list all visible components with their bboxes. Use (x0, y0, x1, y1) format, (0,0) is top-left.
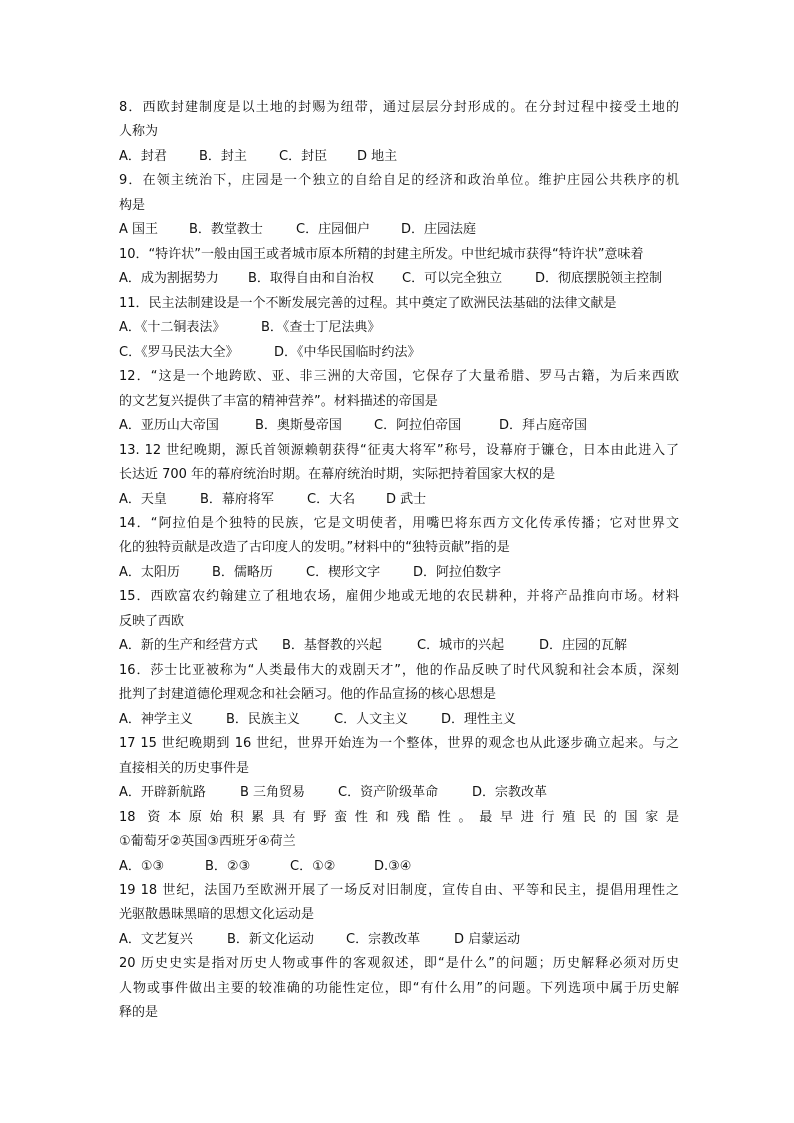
answer-option[interactable]: D．彻底摆脱领主控制 (535, 271, 663, 287)
answer-option[interactable]: C．宗教改革 (346, 931, 421, 947)
question-stem-line: 14．“阿拉伯是个独特的民族，它是文明使者，用嘴巴将东西方文化传承传播；它对世界文 (119, 515, 679, 531)
answer-option[interactable]: D．拜占庭帝国 (499, 418, 588, 434)
answer-option[interactable]: A．太阳历 (119, 564, 180, 580)
answer-option[interactable]: B．②③ (205, 858, 251, 874)
answer-option[interactable]: C．人文主义 (334, 711, 409, 727)
answer-option[interactable]: D．理性主义 (441, 711, 517, 727)
question-stem-line: 的文艺复兴提供了丰富的精神营养”。材料描述的帝国是 (119, 393, 438, 409)
answer-option[interactable]: D．《中华民国临时约法》 (274, 344, 421, 360)
option-row (119, 928, 679, 952)
question-stem-line: 15．西欧富农约翰建立了租地农场，雇佣少地或无地的农民耕种，并将产品推向市场。材料 (119, 589, 679, 605)
answer-option[interactable]: C．庄园佃户 (296, 222, 371, 238)
question-11 (119, 292, 679, 365)
option-row (119, 267, 679, 291)
question-stem-line: 构是 (119, 197, 146, 213)
option-row (119, 781, 679, 805)
answer-option[interactable]: C．①② (290, 858, 336, 874)
question-stem-line: 13. 12 世纪晚期，源氏首领源赖朝获得“征夷大将军”称号，设幕府于镰仓，日本由此进入了 (119, 442, 679, 458)
answer-option[interactable]: C．可以完全独立 (402, 271, 503, 287)
question-17 (119, 732, 679, 805)
answer-option[interactable]: A．亚历山大帝国 (119, 418, 219, 434)
answer-option[interactable]: D 启蒙运动 (454, 931, 521, 947)
answer-option[interactable]: C．《罗马民法大全》 (119, 344, 239, 360)
answer-option[interactable]: B．新文化运动 (227, 931, 314, 947)
option-row (119, 488, 679, 512)
answer-option[interactable]: A．《十二铜表法》 (119, 320, 226, 336)
answer-option[interactable]: B．儒略历 (212, 564, 273, 580)
question-stem-line: 9．在领主统治下，庄园是一个独立的自给自足的经济和政治单位。维护庄园公共秩序的机 (119, 173, 679, 189)
answer-option[interactable]: A．封君 (119, 148, 167, 164)
answer-option[interactable]: D.③④ (374, 858, 412, 874)
answer-option[interactable]: A．成为割据势力 (119, 271, 219, 287)
question-stem-line: 批判了封建道德伦理观念和社会陋习。他的作品宣扬的核心思想是 (119, 687, 497, 703)
question-stem-line: ①葡萄牙②英国③西班牙④荷兰 (119, 834, 296, 850)
answer-option[interactable]: C．资产阶级革命 (338, 785, 439, 801)
option-row (119, 145, 679, 169)
option-row (119, 708, 679, 732)
question-stem-line: 20 历史史实是指对历史人物或事件的客观叙述，即“是什么”的问题；历史解释必须对历史 (119, 956, 679, 972)
answer-option[interactable]: A．开辟新航路 (119, 785, 206, 801)
option-row (119, 634, 679, 658)
question-list (119, 96, 679, 1026)
answer-option[interactable]: B．封主 (199, 148, 247, 164)
answer-option[interactable]: A．天皇 (119, 491, 167, 507)
question-stem-line: 直接相关的历史事件是 (119, 760, 250, 776)
answer-option[interactable]: C．城市的兴起 (417, 638, 505, 654)
answer-option[interactable]: C．大名 (307, 491, 356, 507)
question-stem-line: 11．民主法制建设是一个不断发展完善的过程。其中奠定了欧洲民法基础的法律文献是 (119, 295, 617, 311)
question-16 (119, 659, 679, 732)
answer-option[interactable]: D 地主 (357, 148, 398, 164)
option-row (119, 316, 679, 340)
answer-option[interactable]: A 国王 (119, 222, 159, 238)
question-15 (119, 585, 679, 658)
option-row (119, 341, 679, 365)
answer-option[interactable]: B 三角贸易 (240, 785, 306, 801)
question-stem-line: 光驱散愚昧黑暗的思想文化运动是 (119, 907, 315, 923)
question-18 (119, 806, 679, 879)
answer-option[interactable]: A．文艺复兴 (119, 931, 193, 947)
option-row (119, 414, 679, 438)
answer-option[interactable]: B．民族主义 (226, 711, 300, 727)
answer-option[interactable]: C．阿拉伯帝国 (374, 418, 462, 434)
answer-option[interactable]: B．奥斯曼帝国 (255, 418, 342, 434)
question-stem-line: 长达近 700 年的幕府统治时期。在幕府统治时期，实际把持着国家大权的是 (119, 467, 556, 483)
question-10 (119, 243, 679, 292)
answer-option[interactable]: D．阿拉伯数字 (413, 564, 502, 580)
answer-option[interactable]: D．庄园法庭 (401, 222, 477, 238)
question-stem-line: 反映了西欧 (119, 613, 185, 629)
question-stem-line: 人称为 (119, 124, 159, 140)
question-stem-line: 化的独特贡献是改造了古印度人的发明。”材料中的“独特贡献”指的是 (119, 540, 510, 556)
answer-option[interactable]: B．幕府将军 (200, 491, 274, 507)
question-stem-line: 人物或事件做出主要的较准确的功能性定位，即“有什么用”的问题。下列选项中属于历史解 (119, 980, 679, 996)
question-19 (119, 879, 679, 952)
question-13 (119, 439, 679, 512)
answer-option[interactable]: D 武士 (386, 491, 427, 507)
answer-option[interactable]: A．新的生产和经营方式 (119, 638, 258, 654)
answer-option[interactable]: A．①③ (119, 858, 165, 874)
answer-option[interactable]: B．取得自由和自治权 (248, 271, 374, 287)
answer-option[interactable]: C．楔形文字 (306, 564, 381, 580)
option-row (119, 855, 679, 879)
question-stem-line: 17 15 世纪晚期到 16 世纪，世界开始连为一个整体，世界的观念也从此逐步确立起来。与之 (119, 736, 679, 752)
answer-option[interactable]: B．基督教的兴起 (282, 638, 382, 654)
answer-option[interactable]: B．教堂教士 (189, 222, 263, 238)
question-stem-line: 18 资本原始积累具有野蛮性和残酷性。最早进行殖民的国家是 (119, 809, 679, 825)
question-stem-line: 16．莎士比亚被称为“人类最伟大的戏剧天才”，他的作品反映了时代风貌和社会本质，深刻 (119, 662, 679, 678)
option-row (119, 218, 679, 242)
question-14 (119, 512, 679, 585)
answer-option[interactable]: D．庄园的瓦解 (539, 638, 628, 654)
question-12 (119, 365, 679, 438)
question-8 (119, 96, 679, 169)
question-9 (119, 169, 679, 242)
answer-option[interactable]: B．《查士丁尼法典》 (261, 320, 381, 336)
answer-option[interactable]: D．宗教改革 (472, 785, 548, 801)
answer-option[interactable]: A．神学主义 (119, 711, 193, 727)
question-stem-line: 10．“特许状”一般由国王或者城市原本所精的封建主所发。中世纪城市获得“特许状”意味着 (119, 246, 644, 262)
question-stem-line: 释的是 (119, 1005, 159, 1021)
question-stem-line: 19 18 世纪，法国乃至欧洲开展了一场反对旧制度，宣传自由、平等和民主，提倡用理性之 (119, 883, 679, 898)
option-row (119, 561, 679, 585)
question-stem-line: 8．西欧封建制度是以土地的封赐为纽带，通过层层分封形成的。在分封过程中接受土地的 (119, 100, 679, 115)
answer-option[interactable]: C．封臣 (279, 148, 328, 164)
question-stem-line: 12．“这是一个地跨欧、亚、非三洲的大帝国，它保存了大量希腊、罗马古籍，为后来西欧 (119, 369, 679, 385)
question-20 (119, 952, 679, 1025)
